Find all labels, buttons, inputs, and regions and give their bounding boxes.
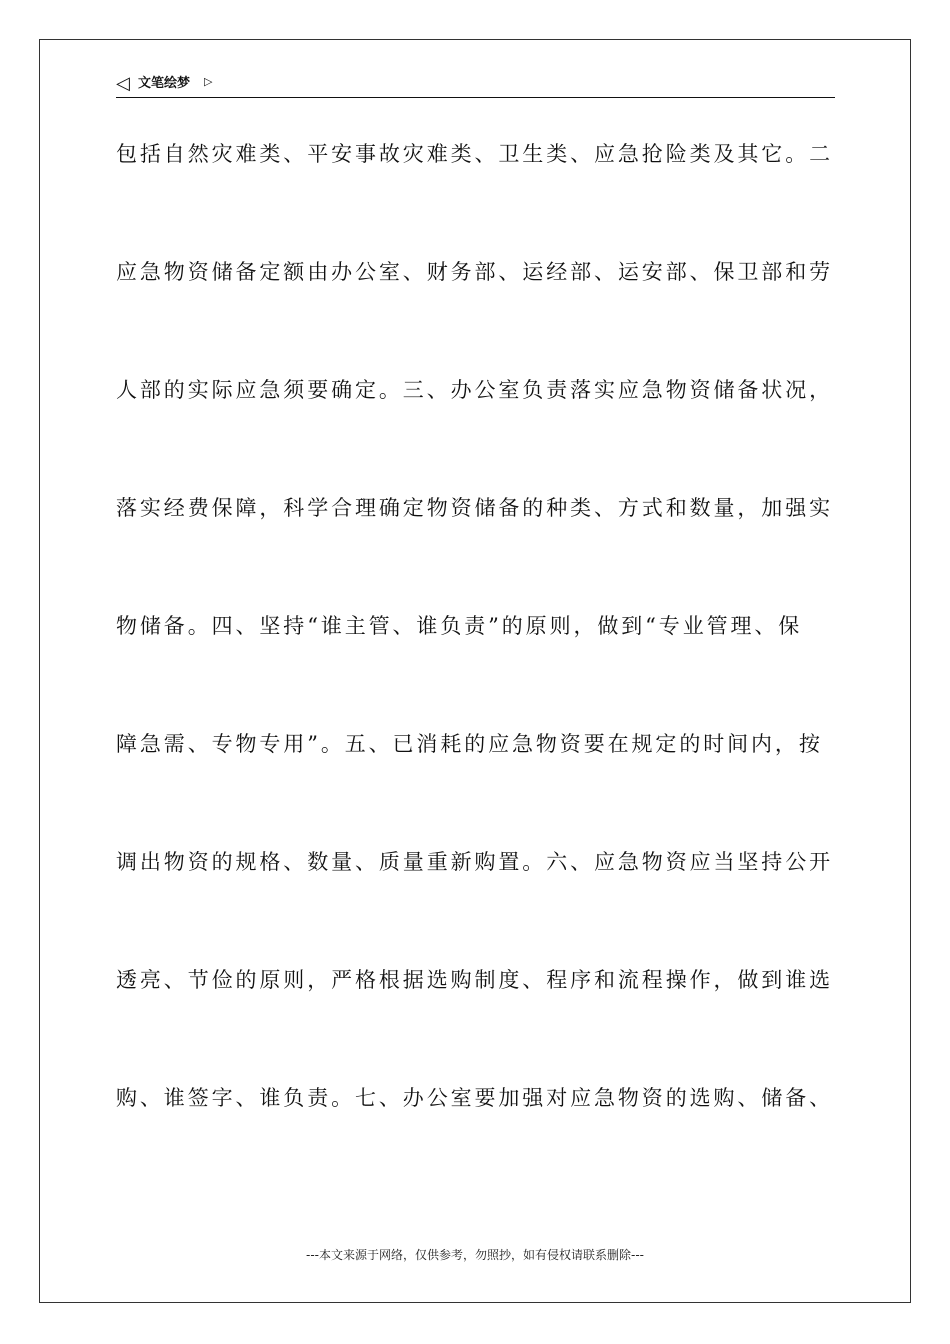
document-body [116,128,835,1190]
body-line: 调出物资的规格、数量、质量重新购置。六、应急物资应当坚持公开 [116,850,833,874]
body-line: 应急物资储备定额由办公室、财务部、运经部、运安部、保卫部和劳 [116,260,833,284]
page-header [116,73,835,98]
body-line: 购、谁签字、谁负责。七、办公室要加强对应急物资的选购、储备、 [116,1086,833,1110]
body-line: 透亮、节俭的原则，严格根据选购制度、程序和流程操作，做到谁选 [116,968,833,992]
right-triangle-icon: ▷ [204,75,213,88]
body-line: 物储备。四、坚持“谁主管、谁负责”的原则，做到“专业管理、保 [116,614,803,638]
body-line: 人部的实际应急须要确定。三、办公室负责落实应急物资储备状况， [116,378,833,402]
left-triangle-icon: ◁ [116,73,130,94]
header-title: 文笔绘梦 [138,76,191,91]
body-line: 障急需、专物专用”。五、已消耗的应急物资要在规定的时间内，按 [116,732,823,756]
body-line: 包括自然灾难类、平安事故灾难类、卫生类、应急抢险类及其它。二 [116,142,833,166]
footer-disclaimer: ---本文来源于网络，仅供参考，勿照抄，如有侵权请联系删除--- [306,1248,644,1262]
body-line: 落实经费保障，科学合理确定物资储备的种类、方式和数量，加强实 [116,496,833,520]
